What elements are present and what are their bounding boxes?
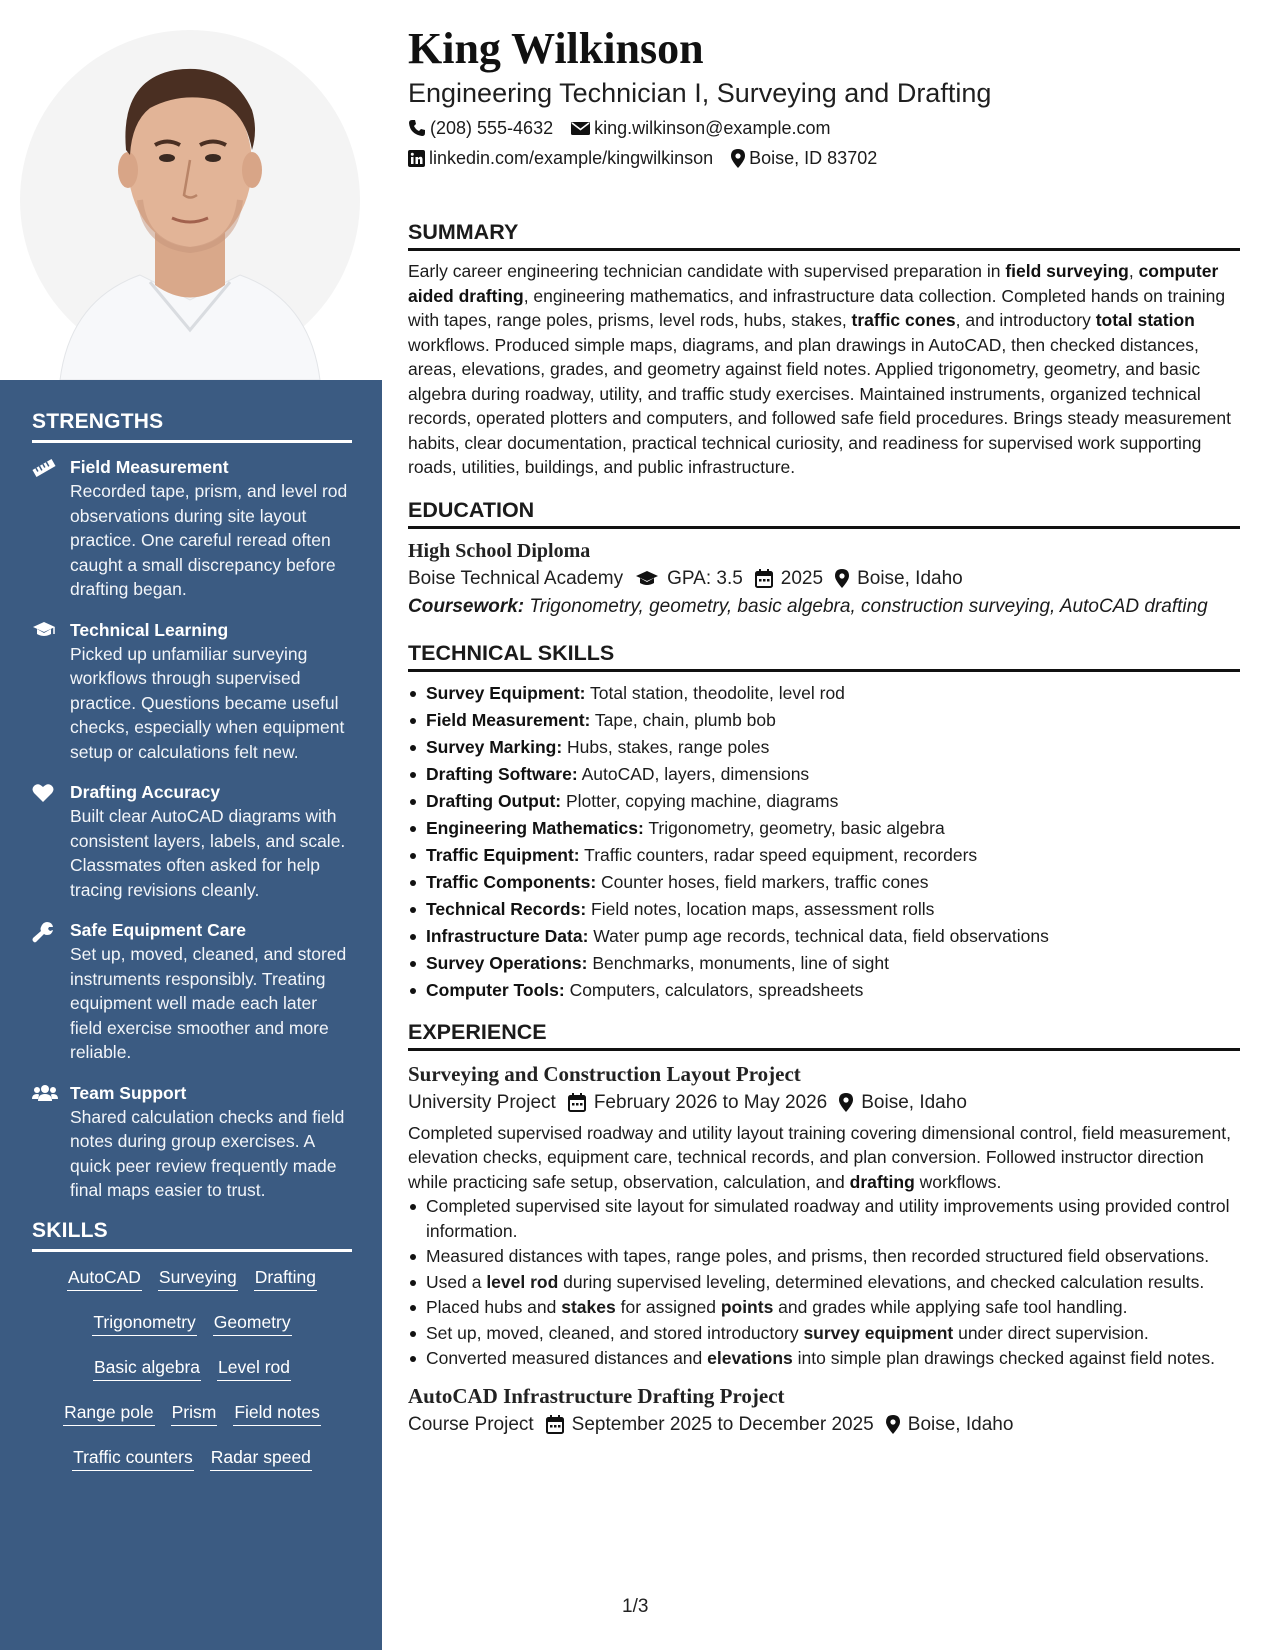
phone-contact: [408, 116, 553, 140]
graduation-year: 2025: [755, 565, 823, 593]
experience-title: Surveying and Construction Layout Project: [408, 1061, 801, 1086]
technical-skills-heading: TECHNICAL SKILLS: [408, 639, 1240, 672]
skill-tag: Field notes: [233, 1401, 321, 1426]
strength-description: Picked up unfamiliar surveying workflows through supervised practice. Questions became useful checks, especially when equipment setup or calculations felt new.: [70, 643, 345, 762]
map-pin-icon: [731, 149, 745, 168]
strength-description: Set up, moved, cleaned, and stored instruments responsibly. Treating equipment well made each later field exercise smoother and more reliable.: [70, 944, 347, 1062]
sidebar-panel: [0, 380, 382, 1650]
list-item: Converted measured distances and elevations into simple plan drawings checked against field notes.: [408, 1346, 1240, 1371]
skill-tag: AutoCAD: [67, 1266, 142, 1291]
calendar-icon: [568, 1093, 586, 1112]
calendar-icon: [755, 569, 773, 588]
experience-location: Boise, Idaho: [886, 1411, 1014, 1439]
experience-title: AutoCAD Infrastructure Drafting Project: [408, 1383, 785, 1408]
heart-icon: [32, 780, 70, 902]
skill-tag: Drafting: [254, 1266, 317, 1291]
strength-description: Built clear AutoCAD diagrams with consistent layers, labels, and scale. Classmates often asked for help tracing revisions cleanly.: [70, 806, 346, 900]
strength-title: Field Measurement: [70, 457, 229, 477]
list-item: Used a level rod during supervised leveling, determined elevations, and checked calculation results.: [408, 1270, 1240, 1295]
education-section: [408, 496, 1240, 619]
skills-heading: SKILLS: [32, 1219, 352, 1252]
candidate-name: King Wilkinson: [408, 24, 704, 73]
experience-entry: [408, 1059, 1240, 1371]
list-item: Traffic Equipment: Traffic counters, radar speed equipment, recorders: [408, 842, 1240, 869]
skill-tag: Radar speed: [210, 1446, 312, 1471]
experience-meta: [408, 1411, 1240, 1439]
strength-description: Recorded tape, prism, and level rod observations during site layout practice. One careful reread often caught a small discrepancy before drafting began.: [70, 481, 348, 599]
skill-tag: Basic algebra: [93, 1356, 201, 1381]
ruler-icon: [32, 455, 70, 602]
linkedin-icon: [408, 150, 425, 167]
experience-location: Boise, Idaho: [839, 1089, 967, 1117]
strength-title: Technical Learning: [70, 619, 229, 640]
strength-item: [32, 1081, 352, 1203]
location-text: Boise, ID 83702: [749, 148, 878, 168]
graduation-cap-icon: [32, 618, 70, 765]
phone-icon: [408, 119, 426, 137]
education-heading: EDUCATION: [408, 496, 1240, 529]
contact-row: [408, 116, 1240, 140]
contact-row: [408, 146, 1240, 170]
list-item: Survey Equipment: Total station, theodolite, level rod: [408, 680, 1240, 707]
map-pin-icon: [835, 569, 849, 588]
list-item: Field Measurement: Tape, chain, plumb bob: [408, 707, 1240, 734]
list-item: Engineering Mathematics: Trigonometry, geometry, basic algebra: [408, 815, 1240, 842]
strength-item: [32, 455, 352, 602]
list-item: Survey Operations: Benchmarks, monuments, line of sight: [408, 950, 1240, 977]
location-contact: [731, 146, 877, 170]
profile-photo: [0, 0, 382, 380]
phone-number: (208) 555-4632: [430, 118, 554, 138]
list-item: Drafting Software: AutoCAD, layers, dimensions: [408, 761, 1240, 788]
experience-meta: [408, 1089, 1240, 1117]
strength-title: Safe Equipment Care: [70, 920, 247, 940]
gpa: GPA: 3.5: [635, 565, 743, 593]
portrait-illustration: [0, 0, 382, 380]
map-pin-icon: [839, 1093, 853, 1112]
skill-tag: Level rod: [217, 1356, 291, 1381]
strengths-heading: STRENGTHS: [32, 410, 352, 443]
skill-tag: Trigonometry: [92, 1311, 196, 1336]
envelope-icon: [571, 121, 590, 136]
education-location: Boise, Idaho: [835, 565, 963, 593]
skill-tag: Geometry: [213, 1311, 292, 1336]
skill-tag: Traffic counters: [72, 1446, 194, 1471]
list-item: Measured distances with tapes, range poles, and prisms, then recorded structured field observations.: [408, 1244, 1240, 1269]
job-title: Engineering Technician I, Surveying and Drafting: [408, 78, 992, 108]
email-contact[interactable]: [571, 116, 830, 140]
list-item: Infrastructure Data: Water pump age records, technical data, field observations: [408, 923, 1240, 950]
list-item: Set up, moved, cleaned, and stored introductory survey equipment under direct supervision.: [408, 1321, 1240, 1346]
experience-entry: [408, 1381, 1240, 1439]
page-number: 1/3: [622, 1596, 649, 1617]
experience-section: [408, 1018, 1240, 1439]
strength-item: [32, 780, 352, 902]
skill-tag: Range pole: [63, 1401, 155, 1426]
strength-item: [32, 618, 352, 765]
calendar-icon: [546, 1415, 564, 1434]
experience-org: Course Project: [408, 1413, 534, 1435]
skill-tags: [32, 1266, 352, 1491]
school-name: Boise Technical Academy: [408, 567, 624, 589]
list-item: Placed hubs and stakes for assigned points and grades while applying safe tool handling.: [408, 1295, 1240, 1320]
strength-title: Team Support: [70, 1082, 187, 1103]
users-icon: [32, 1081, 70, 1203]
summary-heading: SUMMARY: [408, 218, 1240, 251]
education-meta: [408, 565, 1240, 593]
strength-title: Drafting Accuracy: [70, 782, 221, 802]
wrench-icon: [32, 918, 70, 1065]
graduation-cap-icon: [635, 570, 659, 588]
list-item: Traffic Components: Counter hoses, field markers, traffic cones: [408, 869, 1240, 896]
experience-heading: EXPERIENCE: [408, 1018, 1240, 1051]
strength-description: Shared calculation checks and field notes during group exercises. A quick peer review frequently made final maps easier to trust.: [70, 1106, 345, 1200]
degree-title: High School Diploma: [408, 539, 591, 562]
list-item: Completed supervised site layout for simulated roadway and utility improvements using provided control information.: [408, 1194, 1240, 1243]
coursework: Coursework: Trigonometry, geometry, basic algebra, construction surveying, AutoCAD drafting: [408, 595, 1208, 617]
experience-bullets: [408, 1194, 1240, 1371]
map-pin-icon: [886, 1415, 900, 1434]
technical-skills-section: [408, 639, 1240, 1004]
list-item: Computer Tools: Computers, calculators, spreadsheets: [408, 977, 1240, 1004]
list-item: Survey Marking: Hubs, stakes, range poles: [408, 734, 1240, 761]
experience-dates: September 2025 to December 2025: [546, 1411, 874, 1439]
experience-description: Completed supervised roadway and utility layout training covering dimensional control, field measurement, elevation checks, equipment care, technical records, and plan conversion. Followed instructor direction while practicing safe setup, observation, calculation, and drafting workflows.: [408, 1122, 1231, 1192]
email-link[interactable]: king.wilkinson@example.com: [594, 118, 831, 138]
linkedin-contact[interactable]: [408, 146, 713, 170]
list-item: Drafting Output: Plotter, copying machine, diagrams: [408, 788, 1240, 815]
main-column: [408, 24, 1240, 1439]
list-item: Technical Records: Field notes, location maps, assessment rolls: [408, 896, 1240, 923]
summary-text: Early career engineering technician candidate with supervised preparation in field surveying, computer aided drafting, engineering mathematics, and infrastructure data collection. Completed hands on training with tapes, range poles, prisms, level rods, hubs, stakes, traffic cones, and introductory total station workflows. Produced simple maps, diagrams, and plan drawings in AutoCAD, then checked distances, areas, elevations, grades, and geometry against field notes. Applied trigonometry, geometry, and basic algebra during roadway, utility, and traffic study exercises. Maintained instruments, organized technical records, operated plotters and computers, and followed safe field procedures. Brings steady measurement habits, clear documentation, practical technical curiosity, and readiness for supervised work supporting roads, utilities, buildings, and public infrastructure.: [408, 261, 1231, 477]
experience-dates: February 2026 to May 2026: [568, 1089, 827, 1117]
skill-tag: Prism: [171, 1401, 218, 1426]
technical-skills-list: [408, 680, 1240, 1004]
summary-section: [408, 218, 1240, 480]
strength-item: [32, 918, 352, 1065]
skill-tag: Surveying: [158, 1266, 238, 1291]
linkedin-link[interactable]: linkedin.com/example/kingwilkinson: [429, 148, 714, 168]
experience-org: University Project: [408, 1091, 556, 1113]
sidebar: [0, 0, 382, 1650]
